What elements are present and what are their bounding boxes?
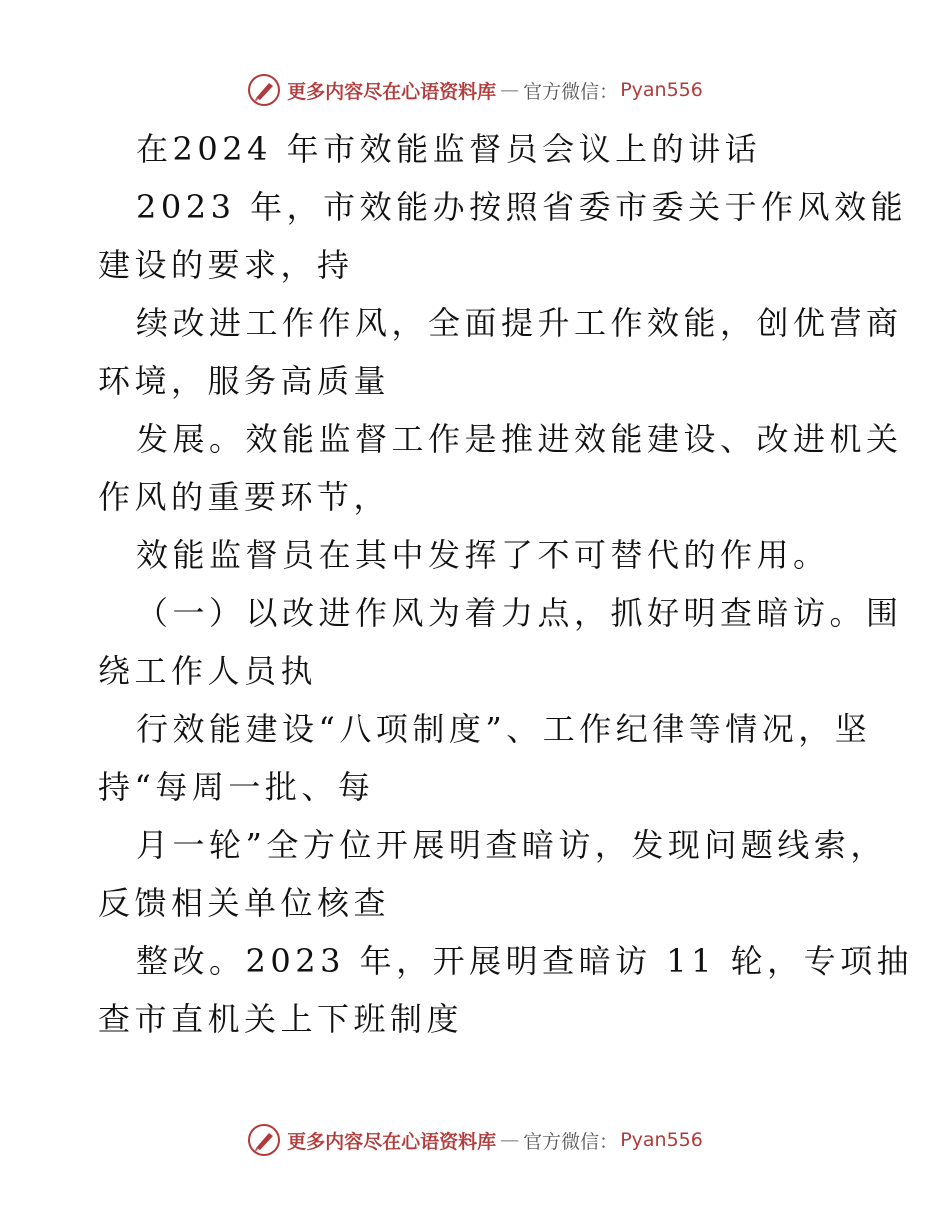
watermark-text: 更多内容尽在心语资料库 — [287, 1130, 497, 1153]
paragraph-line: 整改。2023 年，开展明查暗访 11 轮，专项抽 — [136, 942, 914, 980]
paragraph-line: 2023 年，市效能办按照省委市委关于作风效能 — [136, 188, 908, 226]
watermark-dash: — — [500, 1129, 520, 1151]
watermark-wechat-id: Pyan556 — [620, 79, 703, 101]
paragraph-line: 发展。效能监督工作是推进效能建设、改进机关 — [136, 420, 903, 458]
paragraph-line: 续改进工作作风，全面提升工作效能，创优营商 — [136, 304, 903, 342]
footer-watermark — [0, 1120, 950, 1160]
watermark-dash: — — [500, 79, 520, 101]
paragraph-line: 行效能建设“八项制度”、工作纪律等情况，坚 — [136, 710, 872, 748]
watermark-wechat-label: 官方微信： — [523, 1130, 619, 1153]
watermark-text: 更多内容尽在心语资料库 — [287, 80, 497, 103]
paragraph-line: 月一轮”全方位开展明查暗访，发现问题线索， — [136, 826, 887, 864]
paragraph-line: 持“每周一批、每 — [98, 768, 375, 806]
paragraph-line: 反馈相关单位核查 — [98, 884, 391, 922]
document-body — [98, 120, 914, 1048]
document-title: 在2024 年市效能监督员会议上的讲话 — [136, 130, 762, 168]
paragraph-line: 作风的重要环节， — [98, 478, 391, 516]
header-watermark — [0, 70, 950, 110]
paragraph-line: 建设的要求，持 — [98, 246, 354, 284]
paragraph-line: 效能监督员在其中发挥了不可替代的作用。 — [136, 536, 830, 574]
watermark-wechat-label: 官方微信： — [523, 80, 619, 103]
section-heading-line: （一）以改进作风为着力点，抓好明查暗访。围 — [136, 594, 903, 632]
paragraph-line: 查市直机关上下班制度 — [98, 1000, 464, 1038]
pen-logo-icon — [247, 1123, 281, 1157]
pen-logo-icon — [247, 73, 281, 107]
watermark-wechat-id: Pyan556 — [620, 1129, 703, 1151]
paragraph-line: 绕工作人员执 — [98, 652, 318, 690]
paragraph-line: 环境，服务高质量 — [98, 362, 391, 400]
